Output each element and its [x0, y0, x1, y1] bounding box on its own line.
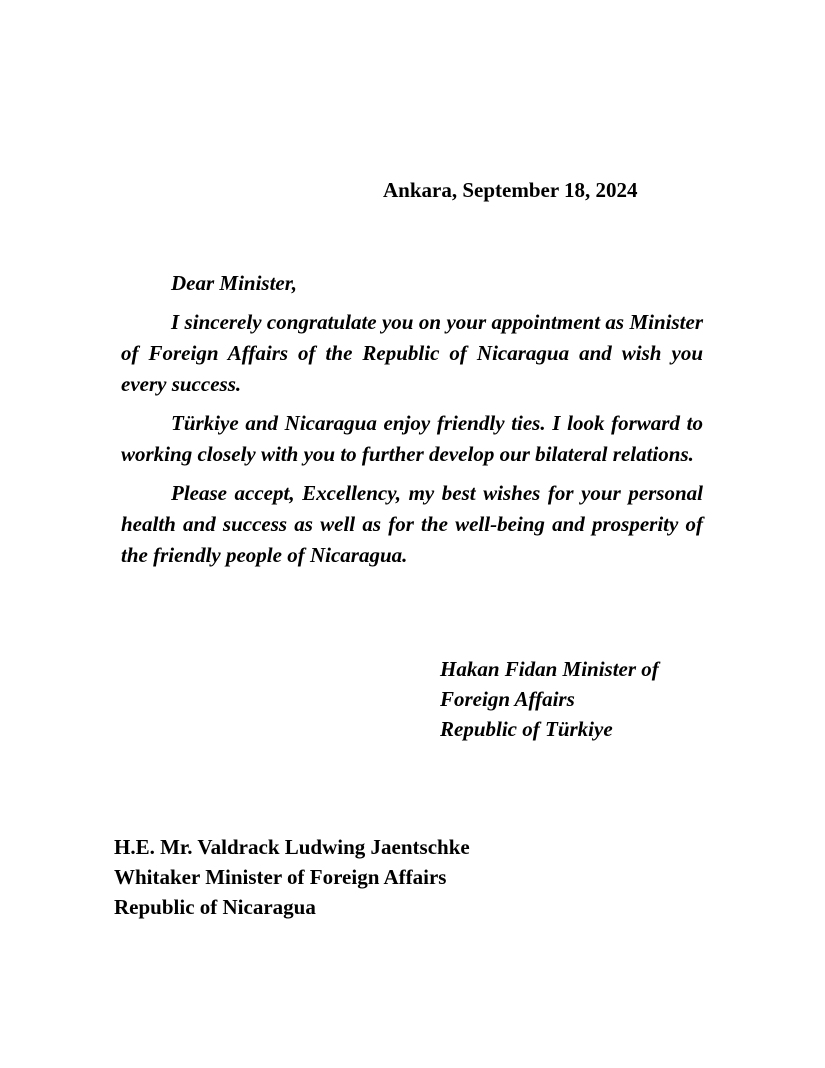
signature-line-country: Republic of Türkiye [440, 717, 613, 741]
addressee-block [114, 832, 470, 922]
paragraph-wishes: Please accept, Excellency, my best wishes for your personal health and success as well as for the well-being and prosperity of the friendly people of Nicaragua. [121, 481, 703, 567]
paragraph-relations: Türkiye and Nicaragua enjoy friendly ties. I look forward to working closely with you to further develop our bilateral relations. [121, 411, 703, 466]
salutation: Dear Minister, [171, 271, 298, 295]
addressee-line-name: H.E. Mr. Valdrack Ludwing Jaentschke [114, 835, 470, 859]
letter-date: Ankara, September 18, 2024 [383, 178, 638, 202]
signature-block [440, 654, 659, 744]
signature-line-name: Hakan Fidan Minister of [440, 657, 659, 681]
paragraph-congratulation: I sincerely congratulate you on your appointment as Minister of Foreign Affairs of the Republic of Nicaragua and wish you every success. [121, 310, 703, 396]
addressee-line-title: Whitaker Minister of Foreign Affairs [114, 865, 447, 889]
letter-body [121, 268, 703, 579]
signature-line-title: Foreign Affairs [440, 687, 575, 711]
addressee-line-country: Republic of Nicaragua [114, 895, 316, 919]
